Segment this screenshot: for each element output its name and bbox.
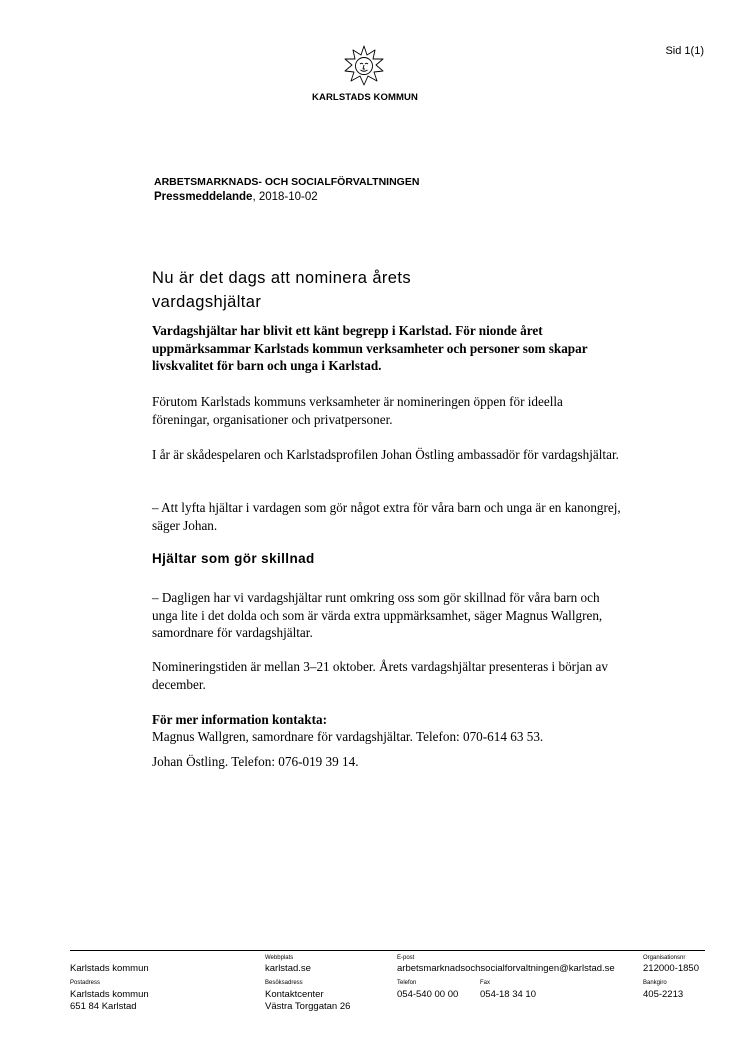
page-number: Sid 1(1) <box>665 45 704 57</box>
release-date: , 2018-10-02 <box>252 191 318 203</box>
department-name: ARBETSMARKNADS- OCH SOCIALFÖRVALTNINGEN <box>154 176 420 188</box>
orgnr-label: Organisationsnr <box>643 955 686 961</box>
contact-line: Johan Östling. Telefon: 076-019 39 14. <box>152 754 359 769</box>
besoksadress-label: Besöksadress <box>265 980 303 986</box>
webbplats-label: Webbplats <box>265 955 294 961</box>
press-release-line <box>154 191 318 203</box>
paragraph-2: I år är skådespelaren och Karlstadsprofilen Johan Östling ambassadör för vardagshjältar. <box>152 447 619 462</box>
contact-heading: För mer information kontakta: <box>152 712 327 727</box>
besoksadress-line: Västra Torggatan 26 <box>265 1001 351 1012</box>
paragraph-1: Förutom Karlstads kommuns verksamheter är nomineringen öppen för ideella föreningar, organisationer och privatpersoner. <box>152 394 563 427</box>
orgnr-value: 212000-1850 <box>643 963 699 974</box>
postadress-line: 651 84 Karlstad <box>70 1001 137 1012</box>
headline: Nu är det dags att nominera årets vardagshjältar <box>152 269 411 311</box>
organization-name: KARLSTADS KOMMUN <box>312 92 418 103</box>
fax-value: 054-18 34 10 <box>480 989 536 1000</box>
postadress-label: Postadress <box>70 980 101 986</box>
postadress-line: Karlstads kommun <box>70 989 149 1000</box>
paragraph-3: – Att lyfta hjältar i vardagen som gör något extra för våra barn och unga är en kanongrej, säger Johan. <box>152 500 621 533</box>
telefon-value: 054-540 00 00 <box>397 989 459 1000</box>
bankgiro-label: Bankgiro <box>643 980 667 986</box>
footer-org-name: Karlstads kommun <box>70 963 149 974</box>
paragraph-4: – Dagligen har vi vardagshjältar runt omkring oss som gör skillnad för våra barn och unga lite i det dolda och som är värda extra uppmärksamhet, säger Magnus Wallgren, samordnare för vardagshjältar. <box>152 590 603 640</box>
telefon-label: Telefon <box>397 980 417 986</box>
sun-face-logo <box>343 45 385 87</box>
subheading: Hjältar som gör skillnad <box>152 551 315 566</box>
epost-link[interactable]: arbetsmarknadsochsocialforvaltningen@karlstad.se <box>397 963 615 974</box>
fax-label: Fax <box>480 980 491 986</box>
bankgiro-value: 405-2213 <box>643 989 684 1000</box>
webbplats-link[interactable]: karlstad.se <box>265 963 311 974</box>
epost-label: E-post <box>397 955 415 961</box>
contact-line: Magnus Wallgren, samordnare för vardagshjältar. Telefon: 070-614 63 53. <box>152 729 544 744</box>
besoksadress-line: Kontaktcenter <box>265 989 324 1000</box>
footer-divider <box>70 950 705 951</box>
lead-paragraph: Vardagshjältar har blivit ett känt begrepp i Karlstad. För nionde året uppmärksammar Karlstads kommun verksamheter och personer som skapar livskvalitet för barn och unga i Karlstad. <box>152 323 588 373</box>
doc-type: Pressmeddelande <box>154 191 253 203</box>
paragraph-5: Nomineringstiden är mellan 3–21 oktober. Årets vardagshjältar presenteras i början av december. <box>152 659 608 692</box>
